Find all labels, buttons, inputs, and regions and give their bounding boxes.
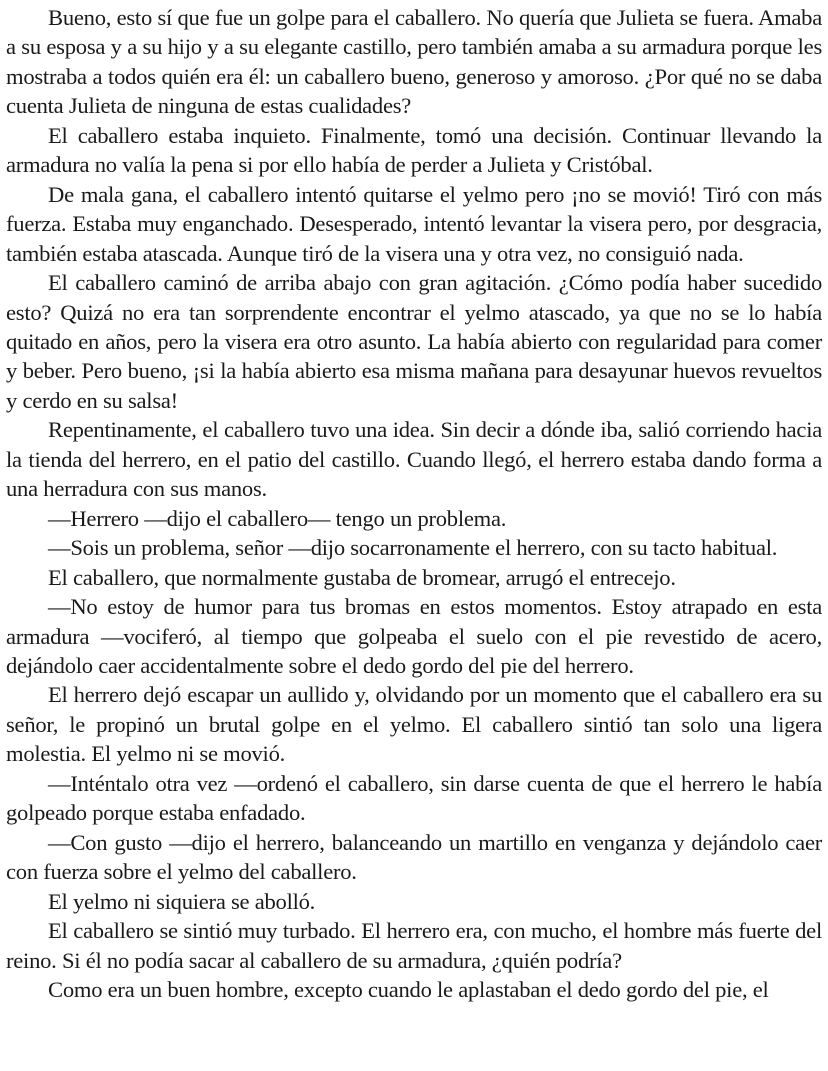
paragraph: —Inténtalo otra vez —ordenó el caballero, sin darse cuenta de que el herrero le había golpeado porque estaba enfadado. xyxy=(6,770,822,826)
paragraph: De mala gana, el caballero intentó quitarse el yelmo pero ¡no se movió! Tiró con más fuerza. Estaba muy enganchado. Desesperado, intentó levantar la visera pero, por desgracia, también estaba atascada. Aunque tiró de la visera una y otra vez, no consiguió nada. xyxy=(6,181,822,266)
paragraph: El yelmo ni siquiera se abolló. xyxy=(48,888,316,914)
paragraph: —No estoy de humor para tus bromas en estos momentos. Estoy atrapado en esta armadura —vociferó, al tiempo que golpeaba el suelo con el pie revestido de acero, dejándolo caer accidentalmente sobre el dedo gordo del pie del herrero. xyxy=(6,594,822,678)
paragraph: El caballero se sintió muy turbado. El herrero era, con mucho, el hombre más fuerte del reino. Si él no podía sacar al caballero de su armadura, ¿quién podría? xyxy=(6,918,822,973)
paragraph: El caballero estaba inquieto. Finalmente, tomó una decisión. Continuar llevando la armadura no valía la pena si por ello había de perder a Julieta y Cristóbal. xyxy=(6,122,822,178)
paragraph: El herrero dejó escapar un aullido y, olvidando por un momento que el caballero era su señor, le propinó un brutal golpe en el yelmo. El caballero sintió tan solo una ligera molestia. El yelmo ni se movió. xyxy=(6,682,822,767)
paragraph: —Sois un problema, señor —dijo socarronamente el herrero, con su tacto habitual. xyxy=(48,535,778,561)
paragraph: Bueno, esto sí que fue un golpe para el caballero. No quería que Julieta se fuera. Amaba a su esposa y a su hijo y a su elegante castillo, pero también amaba a su armadura porque les mostraba a todos quién era él: un caballero bueno, generoso y amoroso. ¿Por qué no se daba cuenta Julieta de ninguna de estas cualidades? xyxy=(6,5,822,119)
paragraph-continued: Como era un buen hombre, excepto cuando le aplastaban el dedo gordo del pie, el xyxy=(48,976,769,1002)
paragraph: El caballero caminó de arriba abajo con gran agitación. ¿Cómo podía haber sucedido esto? Quizá no era tan sorprendente encontrar el yelmo atascado, ya que no se lo había quitado en años, pero la visera era otro asunto. La había abierto con regularidad para comer y beber. Pero bueno, ¡si la había abierto esa misma mañana para desayunar huevos revueltos y cerdo en su salsa! xyxy=(6,270,822,413)
paragraph: Repentinamente, el caballero tuvo una idea. Sin decir a dónde iba, salió corriendo hacia la tienda del herrero, en el patio del castillo. Cuando llegó, el herrero estaba dando forma a una herradura con sus manos. xyxy=(6,417,822,502)
paragraph: —Con gusto —dijo el herrero, balanceando un martillo en venganza y dejándolo caer con fuerza sobre el yelmo del caballero. xyxy=(6,829,822,885)
paragraph: —Herrero —dijo el caballero— tengo un problema. xyxy=(48,505,507,531)
paragraph: El caballero, que normalmente gustaba de bromear, arrugó el entrecejo. xyxy=(48,564,676,590)
